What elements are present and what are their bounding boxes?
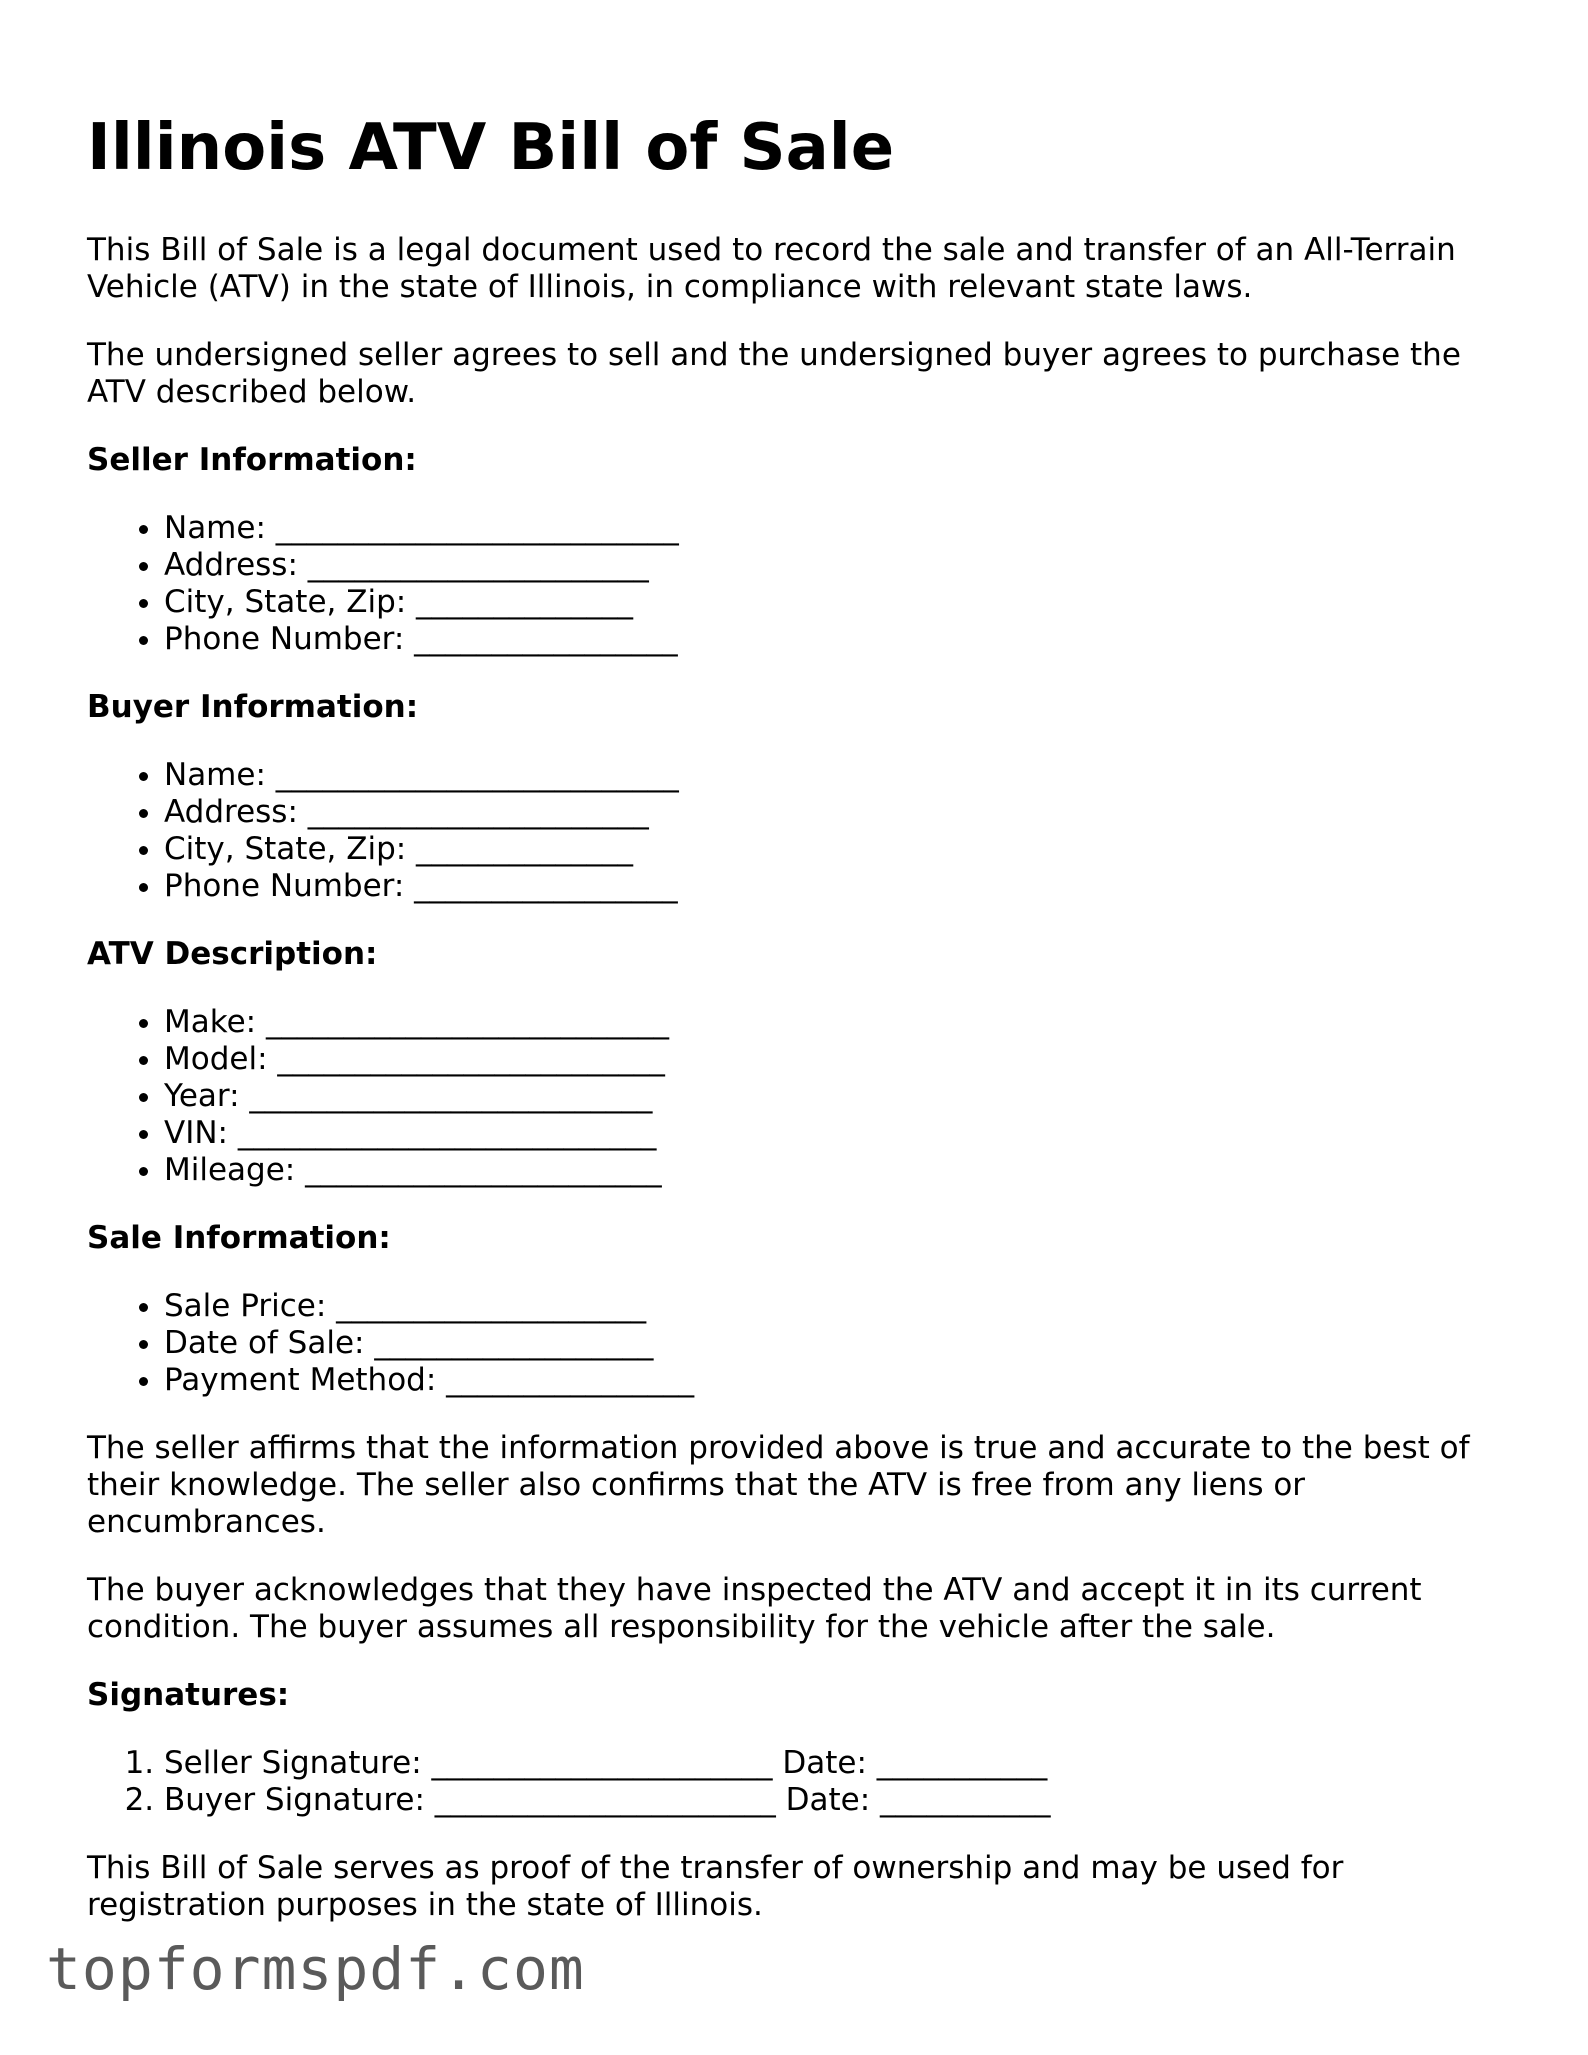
- sale-info-list: [87, 1288, 1507, 1399]
- buyer-acknowledgement-paragraph: The buyer acknowledges that they have inspected the ATV and accept it in its current condition. The buyer assumes all responsibility for the vehicle after the sale.: [87, 1572, 1422, 1645]
- seller-info-list: [87, 510, 1507, 658]
- atv-year-field: • Year: __________________________: [164, 1078, 1507, 1115]
- atv-mileage-field: • Mileage: _______________________: [164, 1152, 1507, 1189]
- buyer-info-list: [87, 757, 1507, 905]
- seller-phone-field: • Phone Number: _________________: [164, 621, 1507, 658]
- seller-city-state-zip-field: • City, State, Zip: ______________: [164, 584, 1507, 621]
- payment-method-field: • Payment Method: ________________: [164, 1362, 1507, 1399]
- buyer-address-field: • Address: ______________________: [164, 794, 1507, 831]
- seller-name-field: • Name: __________________________: [164, 510, 1507, 547]
- buyer-city-state-zip-field: • City, State, Zip: ______________: [164, 831, 1507, 868]
- signatures-section-heading: Signatures:: [87, 1677, 290, 1713]
- seller-affirmation-paragraph: The seller affirms that the information provided above is true and accurate to the best of their knowledge. The seller also confirms that the ATV is free from any liens or encumbrances.: [87, 1430, 1470, 1540]
- seller-section-heading: Seller Information:: [87, 442, 417, 478]
- atv-section-heading: ATV Description:: [87, 936, 378, 972]
- sale-price-field: • Sale Price: ____________________: [164, 1288, 1507, 1325]
- intro-paragraph-1: This Bill of Sale is a legal document used to record the sale and transfer of an All-Terrain Vehicle (ATV) in the state of Illinois, in compliance with relevant state laws.: [87, 232, 1456, 305]
- document-title: Illinois ATV Bill of Sale: [87, 111, 895, 185]
- buyer-signature-line: 2. Buyer Signature: ______________________ Date: ___________: [164, 1782, 1507, 1819]
- atv-vin-field: • VIN: ___________________________: [164, 1115, 1507, 1152]
- sale-date-field: • Date of Sale: __________________: [164, 1325, 1507, 1362]
- seller-address-field: • Address: ______________________: [164, 547, 1507, 584]
- seller-signature-line: 1. Seller Signature: ______________________ Date: ___________: [164, 1745, 1507, 1782]
- intro-paragraph-2: The undersigned seller agrees to sell and the undersigned buyer agrees to purchase the ATV described below.: [87, 337, 1461, 410]
- sale-section-heading: Sale Information:: [87, 1220, 391, 1256]
- buyer-section-heading: Buyer Information:: [87, 689, 419, 725]
- atv-make-field: • Make: __________________________: [164, 1004, 1507, 1041]
- document-page: [87, 108, 1507, 1955]
- atv-description-list: [87, 1004, 1507, 1189]
- closing-paragraph: This Bill of Sale serves as proof of the transfer of ownership and may be used for registration purposes in the state of Illinois.: [87, 1850, 1344, 1923]
- watermark-text: topformspdf.com: [46, 1935, 585, 2003]
- signatures-list: [87, 1745, 1507, 1819]
- atv-model-field: • Model: _________________________: [164, 1041, 1507, 1078]
- buyer-phone-field: • Phone Number: _________________: [164, 868, 1507, 905]
- buyer-name-field: • Name: __________________________: [164, 757, 1507, 794]
